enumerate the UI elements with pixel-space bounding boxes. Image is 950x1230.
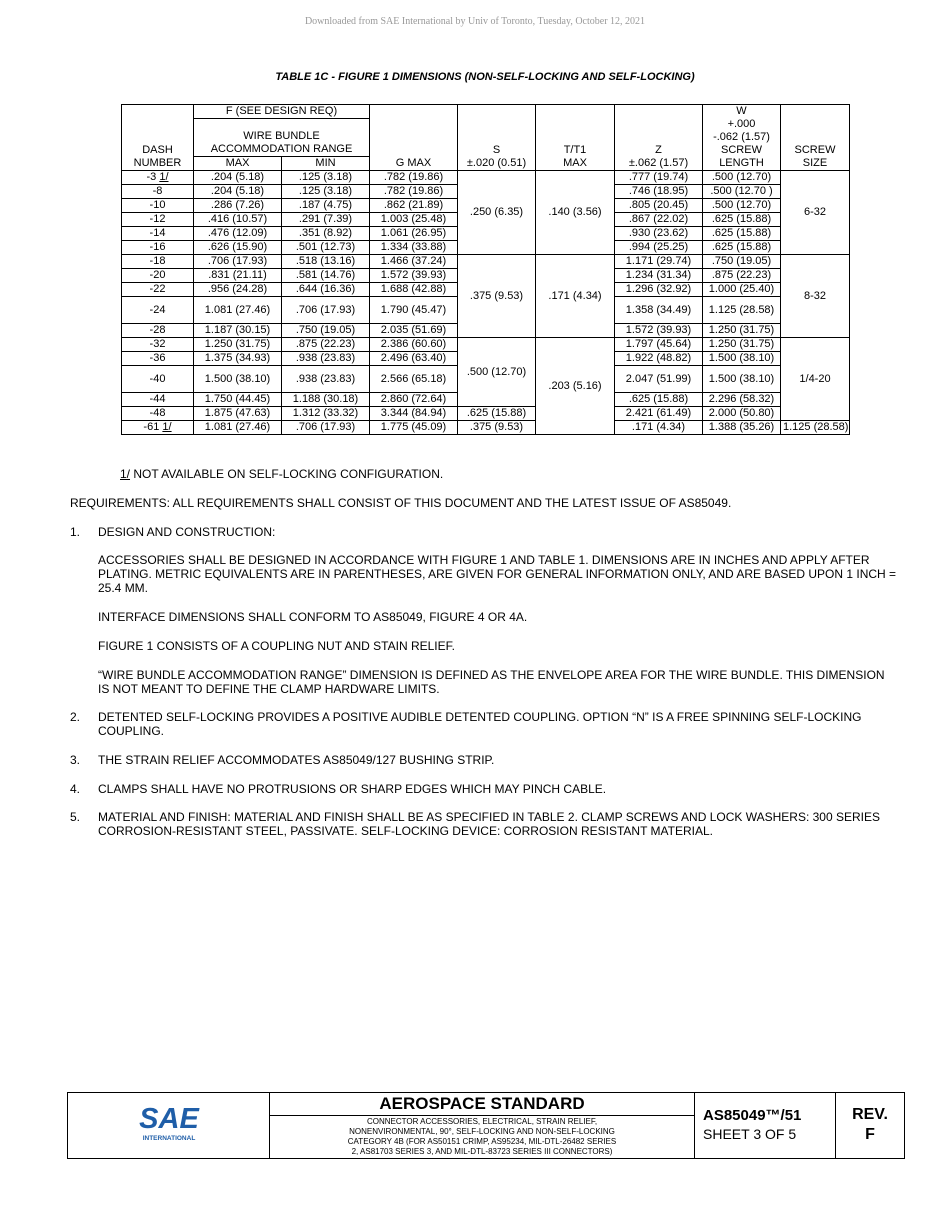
dimensions-table bbox=[121, 104, 850, 435]
s-group: .625 (15.88) bbox=[615, 393, 703, 407]
item-text: MATERIAL AND FINISH: MATERIAL AND FINISH SHALL BE AS SPECIFIED IN TABLE 2. CLAMP SCREWS AND LOCK WASHERS: 300 SERIES CORROSION-RESISTANT STEEL, PASSIVATE. SELF-LOCKING DEVICE: CORROSION RESISTANT MATERIAL. bbox=[98, 810, 880, 838]
s-group: .625 (15.88) bbox=[458, 407, 536, 421]
screw-group: 6-32 bbox=[781, 171, 850, 255]
sae-logo bbox=[136, 1100, 202, 1144]
item-number: 5. bbox=[70, 810, 81, 824]
s-group: .500 (12.70) bbox=[458, 338, 536, 407]
download-watermark: Downloaded from SAE International by Univ of Toronto, Tuesday, October 12, 2021 bbox=[304, 16, 646, 27]
design-paragraph: “WIRE BUNDLE ACCOMMODATION RANGE” DIMENSION IS DEFINED AS THE ENVELOPE AREA FOR THE WIRE BUNDLE. THIS DIMENSION IS NOT MEANT TO DEFINE THE CLAMP HARDWARE LIMITS. bbox=[98, 668, 885, 696]
table-row: -40 1.500 (38.10) .938 (23.83) 2.566 (65.18) 2.047 (51.99) 1.500 (38.10) bbox=[122, 366, 850, 393]
footnote: 1/ NOT AVAILABLE ON SELF-LOCKING CONFIGURATION. bbox=[120, 467, 444, 481]
t-group: .203 (5.16) bbox=[536, 338, 615, 435]
table-row: -16 .626 (15.90) .501 (12.73) 1.334 (33.88) .994 (25.25) .625 (15.88) bbox=[122, 241, 850, 255]
header-f: F (SEE DESIGN REQ) bbox=[194, 105, 370, 119]
header-s: S ±.020 (0.51) bbox=[458, 105, 536, 171]
header-wire-bundle: WIRE BUNDLE ACCOMMODATION RANGE bbox=[194, 119, 370, 157]
screw-group: 1/4-20 bbox=[781, 338, 850, 421]
revision-value: F bbox=[865, 1126, 875, 1143]
item-text: DETENTED SELF-LOCKING PROVIDES A POSITIVE AUDIBLE DETENTED COUPLING. OPTION “N” IS A FREE SPINNING SELF-LOCKING COUPLING. bbox=[98, 710, 862, 738]
item-text: THE STRAIN RELIEF ACCOMMODATES AS85049/127 BUSHING STRIP. bbox=[98, 753, 495, 767]
table-row: -61 1/ 1.081 (27.46) .706 (17.93) 1.775 (45.09) .375 (9.53) .171 (4.34) 1.388 (35.26) 1.125 (28.58) bbox=[122, 421, 850, 435]
item-text: DESIGN AND CONSTRUCTION: bbox=[98, 525, 276, 539]
table-row: -22 .956 (24.28) .644 (16.36) 1.688 (42.88) 1.296 (32.92) 1.000 (25.40) bbox=[122, 283, 850, 297]
item-number: 1. bbox=[70, 525, 81, 539]
table-row: -48 1.875 (47.63) 1.312 (33.32) 3.344 (84.94) .625 (15.88) 2.421 (61.49) 2.000 (50.80) bbox=[122, 407, 850, 421]
svg-text:SAE: SAE bbox=[139, 1103, 199, 1135]
table-row: -12 .416 (10.57) .291 (7.39) 1.003 (25.48) .867 (22.02) .625 (15.88) bbox=[122, 213, 850, 227]
header-min: MIN bbox=[282, 157, 370, 171]
revision-label: REV. bbox=[852, 1106, 888, 1123]
item-number: 3. bbox=[70, 753, 81, 767]
t-group: .171 (4.34) bbox=[536, 255, 615, 338]
document-number: AS85049™/51 bbox=[703, 1107, 802, 1124]
table-row: -20 .831 (21.11) .581 (14.76) 1.572 (39.93) 1.234 (31.34) .875 (22.23) bbox=[122, 269, 850, 283]
header-z: Z ±.062 (1.57) bbox=[615, 105, 703, 171]
header-g: G MAX bbox=[370, 105, 458, 171]
design-paragraph: FIGURE 1 CONSISTS OF A COUPLING NUT AND STAIN RELIEF. bbox=[98, 639, 455, 653]
description-cell bbox=[270, 1093, 695, 1158]
header-w: W +.000 -.062 (1.57) SCREW LENGTH bbox=[703, 105, 781, 171]
logo-cell bbox=[68, 1093, 270, 1158]
screw-group: 8-32 bbox=[781, 255, 850, 338]
table-row: -10 .286 (7.26) .187 (4.75) .862 (21.89) .805 (20.45) .500 (12.70) bbox=[122, 199, 850, 213]
standard-description: CONNECTOR ACCESSORIES, ELECTRICAL, STRAIN RELIEF, NONENVIRONMENTAL, 90°, SELF-LOCKING AND NON-SELF-LOCKING CATEGORY 4B (FOR AS50151 CRIMP, AS95234, MIL-DTL-26482 SERIES 2, AS81703 SERIES 3, AND MIL-DTL-83723 SERIES III CONNECTORS) bbox=[347, 1117, 617, 1156]
table-row: -24 1.081 (27.46) .706 (17.93) 1.790 (45.47) 1.358 (34.49) 1.125 (28.58) bbox=[122, 297, 850, 324]
sheet-number: SHEET 3 OF 5 bbox=[703, 1126, 797, 1142]
item-number: 2. bbox=[70, 710, 81, 724]
item-number: 4. bbox=[70, 782, 81, 796]
standard-heading: AEROSPACE STANDARD bbox=[270, 1093, 694, 1116]
table-row: -14 .476 (12.09) .351 (8.92) 1.061 (26.95) .930 (23.62) .625 (15.88) bbox=[122, 227, 850, 241]
table-row: -32 1.250 (31.75) .875 (22.23) 2.386 (60.60) .500 (12.70) .203 (5.16) 1.797 (45.64) 1.250 (31.75) 1/4-20 bbox=[122, 338, 850, 352]
item-text: CLAMPS SHALL HAVE NO PROTRUSIONS OR SHARP EDGES WHICH MAY PINCH CABLE. bbox=[98, 782, 607, 796]
t-group: .171 (4.34) bbox=[615, 421, 703, 435]
s-group: .375 (9.53) bbox=[458, 421, 536, 435]
design-paragraph: ACCESSORIES SHALL BE DESIGNED IN ACCORDANCE WITH FIGURE 1 AND TABLE 1. DIMENSIONS ARE IN INCHES AND APPLY AFTER PLATING. METRIC EQUIVALENTS ARE IN PARENTHESES, ARE GIVEN FOR GENERAL INFORMATION ONLY, AND ARE BASED UPON 1 INCH = 25.4 MM. bbox=[98, 553, 897, 595]
t-group: .140 (3.56) bbox=[536, 171, 615, 255]
header-max: MAX bbox=[194, 157, 282, 171]
revision-cell bbox=[836, 1093, 904, 1158]
table-title: TABLE 1C - FIGURE 1 DIMENSIONS (NON-SELF-LOCKING AND SELF-LOCKING) bbox=[275, 71, 695, 83]
title-block bbox=[67, 1092, 905, 1159]
table-row: -3 1/ .204 (5.18) .125 (3.18) .782 (19.86) .250 (6.35) .140 (3.56) .777 (19.74) .500 (12.70) 6-32 bbox=[122, 171, 850, 185]
header-t: T/T1 MAX bbox=[536, 105, 615, 171]
requirements-text: REQUIREMENTS: ALL REQUIREMENTS SHALL CONSIST OF THIS DOCUMENT AND THE LATEST ISSUE OF AS85049. bbox=[70, 496, 732, 510]
svg-text:INTERNATIONAL: INTERNATIONAL bbox=[142, 1135, 196, 1142]
document-number-cell bbox=[695, 1093, 836, 1158]
table-row: -44 1.750 (44.45) 1.188 (30.18) 2.860 (72.64) .625 (15.88) 2.296 (58.32) bbox=[122, 393, 850, 407]
table-row: -28 1.187 (30.15) .750 (19.05) 2.035 (51.69) 1.572 (39.93) 1.250 (31.75) bbox=[122, 324, 850, 338]
s-group: .250 (6.35) bbox=[458, 171, 536, 255]
design-paragraph: INTERFACE DIMENSIONS SHALL CONFORM TO AS85049, FIGURE 4 OR 4A. bbox=[98, 610, 528, 624]
table-row: -18 .706 (17.93) .518 (13.16) 1.466 (37.24) .375 (9.53) .171 (4.34) 1.171 (29.74) .750 (19.05) 8-32 bbox=[122, 255, 850, 269]
table-row: -8 .204 (5.18) .125 (3.18) .782 (19.86) .746 (18.95) .500 (12.70 ) bbox=[122, 185, 850, 199]
s-group: .375 (9.53) bbox=[458, 255, 536, 338]
header-dash: DASH NUMBER bbox=[122, 105, 194, 171]
header-screw: SCREW SIZE bbox=[781, 105, 850, 171]
table-row: -36 1.375 (34.93) .938 (23.83) 2.496 (63.40) 1.922 (48.82) 1.500 (38.10) bbox=[122, 352, 850, 366]
